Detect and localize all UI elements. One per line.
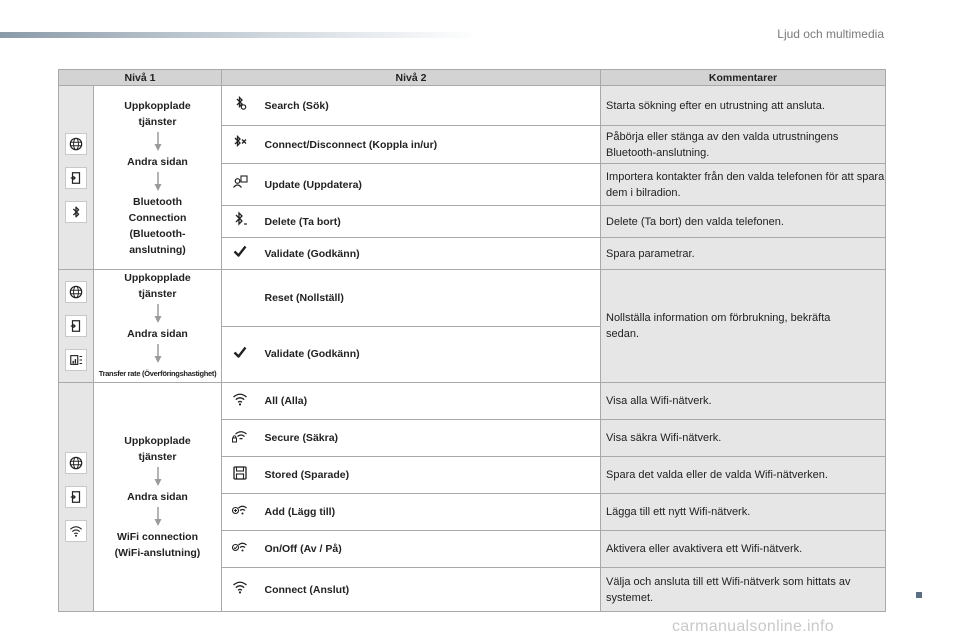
search-bluetooth-icon [222,86,259,126]
option-comment: Spara parametrar. [601,238,886,270]
secondary-page-icon [65,315,87,337]
empty-icon-cell [222,270,259,327]
level1-item: Uppkopplade tjänster [124,435,191,463]
column-header-level2: Nivå 2 [222,70,601,86]
option-label: Stored (Sparade) [259,457,601,494]
option-label: Search (Sök) [259,86,601,126]
option-comment: Aktivera eller avaktivera ett Wifi-nätverk. [601,531,886,568]
option-label: Validate (Godkänn) [259,326,601,383]
option-label: Reset (Nollställ) [259,270,601,327]
option-comment: Importera kontakter från den valda telefonen för att spara dem i bilradion. [601,164,886,206]
option-comment: Starta sökning efter en utrustning att ansluta. [601,86,886,126]
secondary-page-icon [65,167,87,189]
section-title: Ljud och multimedia [777,27,884,41]
save-disk-icon [222,457,259,494]
level1-item: Andra sidan [127,328,188,340]
level1-path-transfer [94,270,222,383]
wifi-icon [65,520,87,542]
table-row [59,270,886,327]
secondary-page-icon [65,486,87,508]
option-comment: Visa alla Wifi-nätverk. [601,383,886,420]
check-icon [222,238,259,270]
globe-icon [65,452,87,474]
option-label: On/Off (Av / På) [259,531,601,568]
level1-path-wifi [94,383,222,612]
bluetooth-disconnect-icon [222,126,259,164]
bluetooth-delete-icon [222,206,259,238]
option-label: Validate (Godkänn) [259,238,601,270]
globe-icon [65,133,87,155]
level1-item: Andra sidan [127,155,188,168]
level1-icons-transfer [59,270,94,383]
level1-item: Uppkopplade tjänster [124,99,191,128]
column-header-level1: Nivå 1 [59,70,222,86]
wifi-secure-icon [222,420,259,457]
option-label: Secure (Säkra) [259,420,601,457]
arrow-down-icon [153,132,163,152]
option-label: Add (Lägg till) [259,494,601,531]
arrow-down-icon [153,507,163,527]
arrow-down-icon [153,304,163,324]
option-label: Delete (Ta bort) [259,206,601,238]
wifi-toggle-icon [222,531,259,568]
wifi-add-icon [222,494,259,531]
level1-item: Uppkopplade tjänster [124,272,191,300]
column-header-comments: Kommentarer [601,70,886,86]
wifi-all-icon [222,383,259,420]
option-comment: Lägga till ett nytt Wifi-nätverk. [601,494,886,531]
menu-table [58,69,886,612]
level1-icons-bluetooth [59,86,94,270]
level1-item: Bluetooth Connection (Bluetooth-anslutning) [128,195,187,256]
option-label: All (Alla) [259,383,601,420]
statistics-icon [65,349,87,371]
option-comment: Delete (Ta bort) den valda telefonen. [601,206,886,238]
header-gradient-bar [0,32,480,38]
option-comment: Spara det valda eller de valda Wifi-nätverken. [601,457,886,494]
option-label: Update (Uppdatera) [259,164,601,206]
table-row [59,383,886,420]
option-comment: Visa säkra Wifi-nätverk. [601,420,886,457]
table-row [59,86,886,126]
table-header-row [59,70,886,86]
option-comment: Nollställa information om förbrukning, bekräfta sedan. [601,270,886,383]
level1-item: Transfer rate (Överföringshastighet) [98,369,217,378]
option-label: Connect (Anslut) [259,568,601,612]
check-icon [222,326,259,383]
page-corner-mark [916,592,922,598]
option-comment: Välja och ansluta till ett Wifi-nätverk som hittats av systemet. [601,568,886,612]
watermark: carmanualsonline.info [672,618,834,635]
globe-icon [65,281,87,303]
contacts-update-icon [222,164,259,206]
level1-item: WiFi connection (WiFi-anslutning) [114,531,201,559]
level1-icons-wifi [59,383,94,612]
level1-item: Andra sidan [127,491,188,503]
bluetooth-icon [65,201,87,223]
option-label: Connect/Disconnect (Koppla in/ur) [259,126,601,164]
arrow-down-icon [153,344,163,364]
arrow-down-icon [153,467,163,487]
option-comment: Påbörja eller stänga av den valda utrustningens Bluetooth-anslutning. [601,126,886,164]
level1-path-bluetooth [94,86,222,270]
arrow-down-icon [153,172,163,192]
wifi-connect-icon [222,568,259,612]
